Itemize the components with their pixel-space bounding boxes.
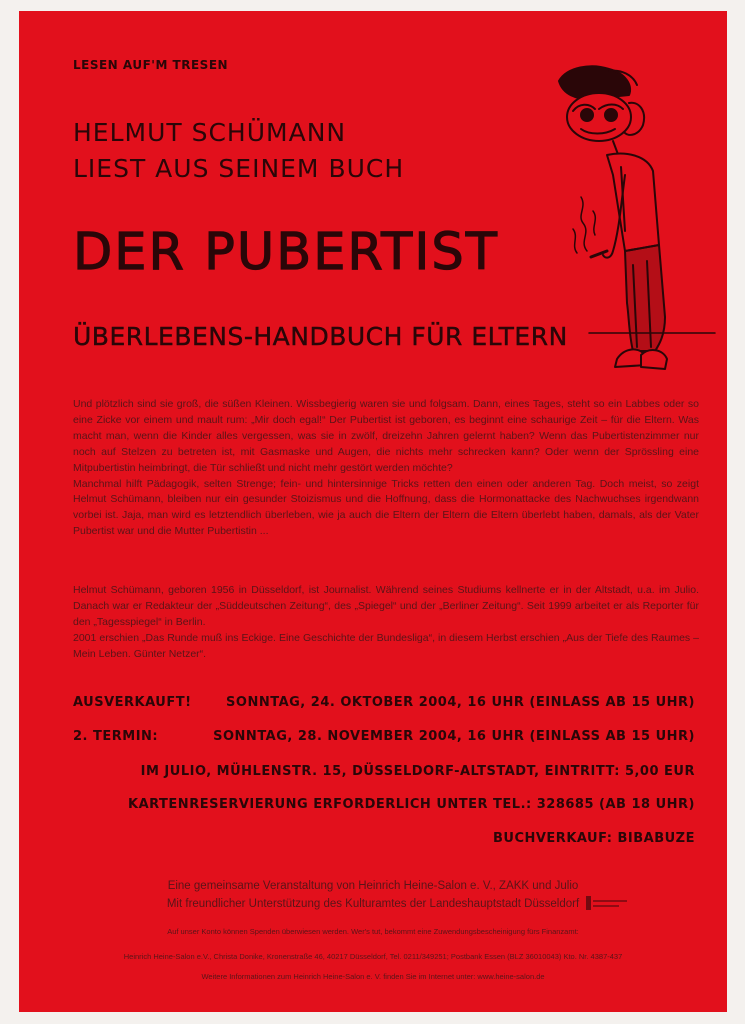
biography-paragraph-2: 2001 erschien „Das Runde muß ins Eckige. Eine Geschichte der Bundesliga“, in diesem Herbst erschien „Aus der Tiefe des Raumes – Mein Leben. Günter Netzer“. — [73, 631, 699, 660]
event-date-1: SONNTAG, 24. OKTOBER 2004, 16 UHR (EINLASS AB 15 UHR) — [226, 695, 695, 710]
description-paragraph-2: Manchmal hilft Pädagogik, selten Strenge; fein- und hintersinnige Tricks retten den einen oder anderen Tag. Doch meist, so zeigt Helmut Schümann, bleiben nur ein gesunder Stoizismus und die Hoffnung, dass die Hormonattacke des Nachwuchses irgendwann vorbei ist. Jaja, man wird es letztendlich überleben, wie ja auch die Eltern der Eltern die Eltern überlebt haben, damals, als der Vater Pubertist war und die Mutter Pubertistin ... — [73, 477, 699, 538]
event-date-2: SONNTAG, 28. NOVEMBER 2004, 16 UHR (EINLASS AB 15 UHR) — [213, 729, 695, 744]
author-biography — [73, 583, 699, 663]
biography-paragraph-1: Helmut Schümann, geboren 1956 in Düsseldorf, ist Journalist. Während seines Studiums kellnerte er in der Altstadt, u.a. im Julio. Danach war er Redakteur der „Süddeutschen Zeitung“, des „Spiegel“ und der „Berliner Zeitung“. Seit 1999 arbeitet er als Reporter für den „Tagesspiegel“ in Berlin. — [73, 584, 699, 628]
author-heading — [73, 115, 404, 187]
contact-details: Heinrich Heine-Salon e.V., Christa Donike, Kronenstraße 46, 40217 Düsseldorf, Tel. 0211/349251; Postbank Essen (BLZ 36010043) Kto. Nr. 4387-437 — [123, 952, 623, 961]
poster — [19, 11, 727, 1012]
author-line-2: LIEST AUS SEINEM BUCH — [73, 154, 405, 183]
series-label: LESEN AUF'M TRESEN — [73, 58, 229, 72]
author-line-1: HELMUT SCHÜMANN — [73, 118, 347, 147]
reservation-info: KARTENRESERVIERUNG ERFORDERLICH UNTER TEL.: 328685 (AB 18 UHR) — [128, 797, 695, 812]
sponsor-line: Mit freundlicher Unterstützung des Kulturamtes der Landeshauptstadt Düsseldorf — [166, 898, 580, 910]
website-note: Weitere Informationen zum Heinrich Heine-Salon e. V. finden Sie im Internet unter: www.heine-salon.de — [201, 972, 545, 981]
book-description — [73, 397, 699, 540]
donation-note: Auf unser Konto können Spenden überwiesen werden. Wer's tut, bekommt eine Zuwendungsbescheinigung fürs Finanzamt: — [167, 927, 579, 936]
book-subtitle: ÜBERLEBENS-HANDBUCH FÜR ELTERN — [73, 322, 568, 351]
description-paragraph-1: Und plötzlich sind sie groß, die süßen Kleinen. Wissbegierig waren sie und folgsam. Dann, eines Tages, steht so ein Labbes oder so eine Zicke vor einem und mault rum: „Mir doch egal!“ Der Pubertist ist geboren, es beginnt eine schaurige Zeit – für die Eltern. Was macht man, wenn die Kinder alles vergessen, was sie in zwölf, dreizehn Jahren gelernt haben? Wenn das Pubertistenzimmer nur noch auf Stelzen zu betreten ist, mit Gasmaske und Augen, die nichts mehr schrecken kann? Oder wenn der Sprössling eine Mitpubertistin heimbringt, die Tür schließt und nicht mehr gestört werden möchte? — [73, 398, 699, 474]
smoking-teenager-cartoon-icon — [529, 55, 719, 385]
soldout-label: AUSVERKAUFT! — [73, 695, 192, 710]
venue-info: IM JULIO, MÜHLENSTR. 15, DÜSSELDORF-ALTSTADT, EINTRITT: 5,00 EUR — [140, 764, 695, 779]
organizers-line: Eine gemeinsame Veranstaltung von Heinrich Heine-Salon e. V., ZAKK und Julio — [167, 880, 579, 892]
book-title: DER PUBERTIST — [73, 223, 499, 282]
kulturamt-logo-icon — [585, 894, 629, 912]
book-sales-info: BUCHVERKAUF: BIBABUZE — [492, 831, 695, 846]
second-date-label: 2. TERMIN: — [73, 729, 159, 744]
